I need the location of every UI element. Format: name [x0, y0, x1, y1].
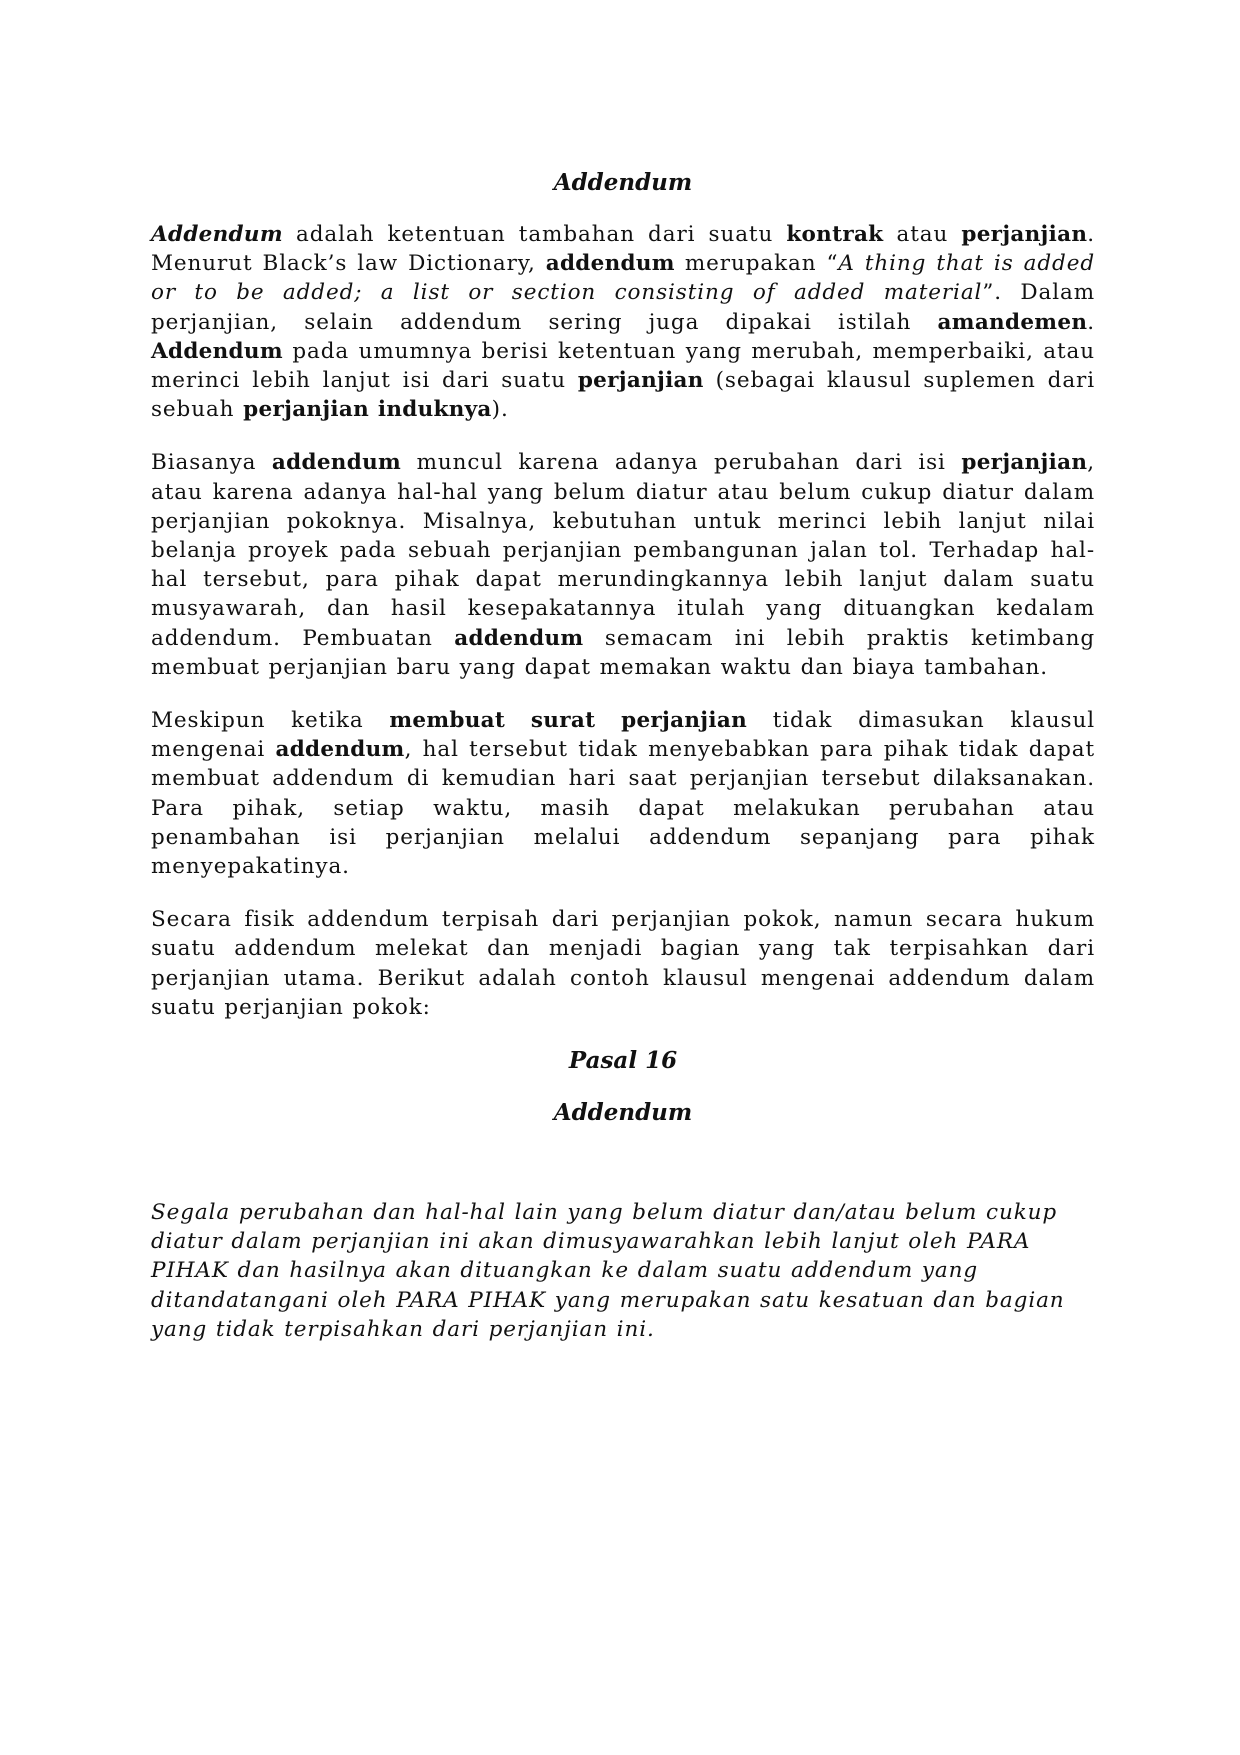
paragraph-physical: Secara fisik addendum terpisah dari perjanjian pokok, namun secara hukum suatu addendum melekat dan menjadi bagian yang tak terpisahkan dari perjanjian utama. Berikut adalah contoh klausul mengenai addendum dalam suatu perjanjian pokok:: [151, 907, 1095, 1020]
term-addendum: Addendum: [151, 222, 283, 247]
paragraph-reason: Biasanya addendum muncul karena adanya perubahan dari isi perjanjian, atau karena adanya hal-hal yang belum diatur atau belum cukup diatur dalam perjanjian pokoknya. Misalnya, kebutuhan untuk merinci lebih lanjut nilai belanja proyek pada sebuah perjanjian pembangunan jalan tol. Terhadap hal-hal tersebut, para pihak dapat merundingkannya lebih lanjut dalam suatu musyawarah, dan hasil kesepakatannya itulah yang dituangkan kedalam addendum. Pembuatan addendum semacam ini lebih praktis ketimbang membuat perjanjian baru yang dapat memakan waktu dan biaya tambahan.: [151, 450, 1095, 680]
paragraph-without-clause: Meskipun ketika membuat surat perjanjian tidak dimasukan klausul mengenai addendum, hal tersebut tidak menyebabkan para pihak tidak dapat membuat addendum di kemudian hari saat perjanjian tersebut dilaksanakan. Para pihak, setiap waktu, masih dapat melakukan perubahan atau penambahan isi perjanjian melalui addendum sepanjang para pihak menyepakatinya.: [151, 708, 1096, 880]
clause-heading: Pasal 16: [568, 1047, 678, 1075]
paragraph-definition: Addendum adalah ketentuan tambahan dari suatu kontrak atau perjanjian. Menurut Black’s law Dictionary, addendum merupakan “A thing that is added or to be added; a list or section consisting of added material”. Dalam perjanjian, selain addendum sering juga dipakai istilah amandemen. Addendum pada umumnya berisi ketentuan yang merubah, memperbaiki, atau merinci lebih lanjut isi dari suatu perjanjian (sebagai klausul suplemen dari sebuah perjanjian induknya).: [151, 222, 1096, 423]
document-body: [151, 168, 1095, 1344]
document-title: Addendum: [553, 169, 693, 196]
clause-subheading: Addendum: [553, 1099, 693, 1127]
clause-text: Segala perubahan dan hal-hal lain yang belum diatur dan/atau belum cukup diatur dalam perjanjian ini akan dimusyawarahkan lebih lanjut oleh PARA PIHAK dan hasilnya akan dituangkan ke dalam suatu addendum yang ditandatangani oleh PARA PIHAK yang merupakan satu kesatuan dan bagian yang tidak terpisahkan dari perjanjian ini.: [151, 1200, 1065, 1342]
blacks-law-quote: A thing that is added or to be added; a list or section consisting of added material: [151, 251, 1095, 306]
